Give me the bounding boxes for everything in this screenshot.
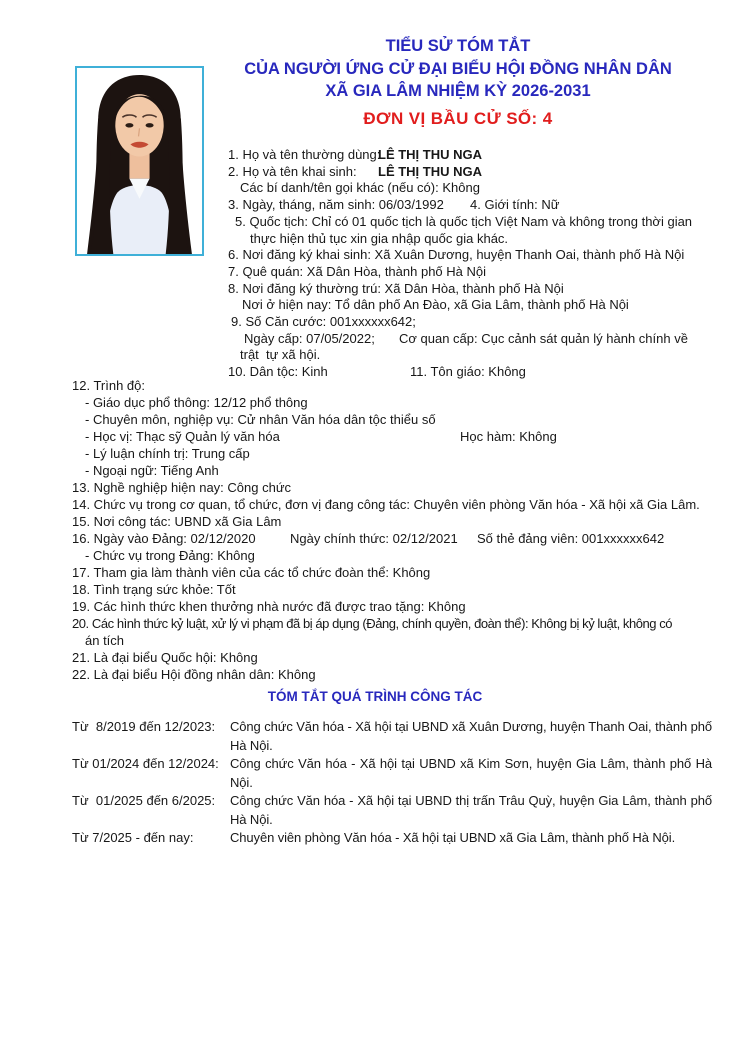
item-birth-name bbox=[228, 164, 728, 181]
item-language: - Ngoại ngữ: Tiếng Anh bbox=[85, 463, 219, 478]
party-join-date: 16. Ngày vào Đảng: 02/12/2020 bbox=[72, 531, 256, 546]
item-id-issue-org-line2: trật tự xã hội. bbox=[240, 347, 321, 363]
item-na-deputy: 21. Là đại biểu Quốc hội: Không bbox=[72, 650, 258, 665]
party-official-date: Ngày chính thức: 02/12/2021 bbox=[290, 531, 458, 546]
item-party-dates bbox=[72, 530, 732, 547]
work-history-row bbox=[72, 755, 740, 792]
details-column bbox=[72, 377, 732, 683]
work-history-row bbox=[72, 718, 740, 755]
title-line-3: XÃ GIA LÂM NHIỆM KỲ 2026-2031 bbox=[325, 82, 591, 100]
item-health: 18. Tình trạng sức khỏe: Tốt bbox=[72, 582, 236, 597]
ethnicity-value: 10. Dân tộc: Kinh bbox=[228, 364, 328, 380]
item-id-number: 9. Số Căn cước: 001xxxxxx642; bbox=[231, 314, 416, 330]
item-discipline-line1: 20. Các hình thức kỷ luật, xử lý vi phạm đã bị áp dụng (Đảng, chính quyền, đoàn thể): Không bị kỷ luật, không có bbox=[72, 616, 673, 631]
work-history-row bbox=[72, 829, 740, 848]
work-history-row bbox=[72, 792, 740, 829]
item-nationality-line2: thực hiện thủ tục xin gia nhập quốc gia khác. bbox=[250, 230, 509, 246]
document-title-block bbox=[180, 35, 736, 130]
party-card-number: Số thẻ đảng viên: 001xxxxxx642 bbox=[477, 531, 665, 546]
work-description: Công chức Văn hóa - Xã hội tại UBND xã Xuân Dương, huyện Thanh Oai, thành phố Hà Nội. bbox=[230, 719, 712, 753]
item-position: 14. Chức vụ trong cơ quan, tổ chức, đơn vị đang công tác: Chuyên viên phòng Văn hóa - Xã hội xã Gia Lâm. bbox=[72, 497, 700, 512]
work-description: Công chức Văn hóa - Xã hội tại UBND xã Kim Sơn, huyện Gia Lâm, thành phố Hà Nội. bbox=[230, 756, 712, 790]
birth-name-label: 2. Họ và tên khai sinh: bbox=[228, 163, 357, 179]
item-education-header: 12. Trình độ: bbox=[72, 378, 145, 393]
item-permanent-residence: 8. Nơi đăng ký thường trú: Xã Dân Hòa, thành phố Hà Nội bbox=[228, 280, 564, 296]
item-discipline-line2: án tích bbox=[85, 633, 125, 648]
item-nationality-line1: 5. Quốc tịch: Chỉ có 01 quốc tịch là quốc tịch Việt Nam và không trong thời gian bbox=[235, 213, 693, 229]
item-politics: - Lý luận chính trị: Trung cấp bbox=[85, 446, 250, 461]
item-id-issue bbox=[228, 331, 728, 348]
religion-value: 11. Tôn giáo: Không bbox=[410, 364, 526, 380]
item-degree-title bbox=[72, 428, 732, 445]
academic-title-value: Học hàm: Không bbox=[460, 429, 557, 444]
item-workplace: 15. Nơi công tác: UBND xã Gia Lâm bbox=[72, 514, 282, 529]
work-description: Công chức Văn hóa - Xã hội tại UBND thị trấn Trâu Quỳ, huyện Gia Lâm, thành phố Hà Nội. bbox=[230, 793, 712, 827]
item-awards: 19. Các hình thức khen thưởng nhà nước đã được trao tặng: Không bbox=[72, 599, 466, 614]
work-history-heading: TÓM TẮT QUÁ TRÌNH CÔNG TÁC bbox=[267, 689, 483, 704]
personal-info-column bbox=[228, 147, 728, 381]
work-history-section bbox=[0, 689, 740, 848]
common-name-value: LÊ THỊ THU NGA bbox=[378, 147, 482, 162]
work-period: Từ 01/2024 đến 12/2024: bbox=[72, 756, 219, 771]
common-name-label: 1. Họ và tên thường dùng: bbox=[228, 147, 381, 162]
dob-value: 3. Ngày, tháng, năm sinh: 06/03/1992 bbox=[228, 197, 444, 213]
title-line-1: TIỂU SỬ TÓM TẮT bbox=[385, 37, 531, 55]
item-organizations: 17. Tham gia làm thành viên của các tổ chức đoàn thể: Không bbox=[72, 565, 431, 580]
item-party-position: - Chức vụ trong Đảng: Không bbox=[85, 548, 255, 563]
work-period: Từ 7/2025 - đến nay: bbox=[72, 830, 194, 845]
item-hometown: 7. Quê quán: Xã Dân Hòa, thành phố Hà Nội bbox=[228, 263, 487, 279]
item-education-general: - Giáo dục phổ thông: 12/12 phổ thông bbox=[85, 395, 308, 410]
election-unit: ĐƠN VỊ BẦU CỬ SỐ: 4 bbox=[363, 108, 553, 128]
item-council-deputy: 22. Là đại biểu Hội đồng nhân dân: Không bbox=[72, 667, 316, 682]
id-issue-org-line1: Cơ quan cấp: Cục cảnh sát quản lý hành chính về bbox=[399, 330, 688, 346]
work-period: Từ 8/2019 đến 12/2023: bbox=[72, 719, 216, 734]
item-dob-gender bbox=[228, 197, 728, 214]
item-occupation: 13. Nghề nghiệp hiện nay: Công chức bbox=[72, 480, 292, 495]
degree-value: - Học vị: Thạc sỹ Quản lý văn hóa bbox=[85, 429, 280, 444]
item-current-residence: Nơi ở hiện nay: Tổ dân phố An Đào, xã Gia Lâm, thành phố Hà Nội bbox=[242, 297, 629, 313]
work-history-rows bbox=[0, 718, 740, 848]
title-line-2: CỦA NGƯỜI ỨNG CỬ ĐẠI BIỂU HỘI ĐỒNG NHÂN DÂN bbox=[244, 59, 672, 78]
work-period: Từ 01/2025 đến 6/2025: bbox=[72, 793, 216, 808]
item-alias: Các bí danh/tên gọi khác (nếu có): Không bbox=[240, 180, 480, 196]
item-common-name bbox=[228, 147, 728, 164]
item-education-professional: - Chuyên môn, nghiệp vụ: Cử nhân Văn hóa dân tộc thiểu số bbox=[85, 412, 436, 427]
work-description: Chuyên viên phòng Văn hóa - Xã hội tại UBND xã Gia Lâm, thành phố Hà Nội. bbox=[230, 830, 676, 845]
birth-name-value: LÊ THỊ THU NGA bbox=[378, 163, 482, 179]
gender-value: 4. Giới tính: Nữ bbox=[470, 197, 560, 213]
id-issue-date: Ngày cấp: 07/05/2022; bbox=[244, 330, 375, 346]
item-birth-registration: 6. Nơi đăng ký khai sinh: Xã Xuân Dương, huyện Thanh Oai, thành phố Hà Nội bbox=[228, 247, 685, 263]
